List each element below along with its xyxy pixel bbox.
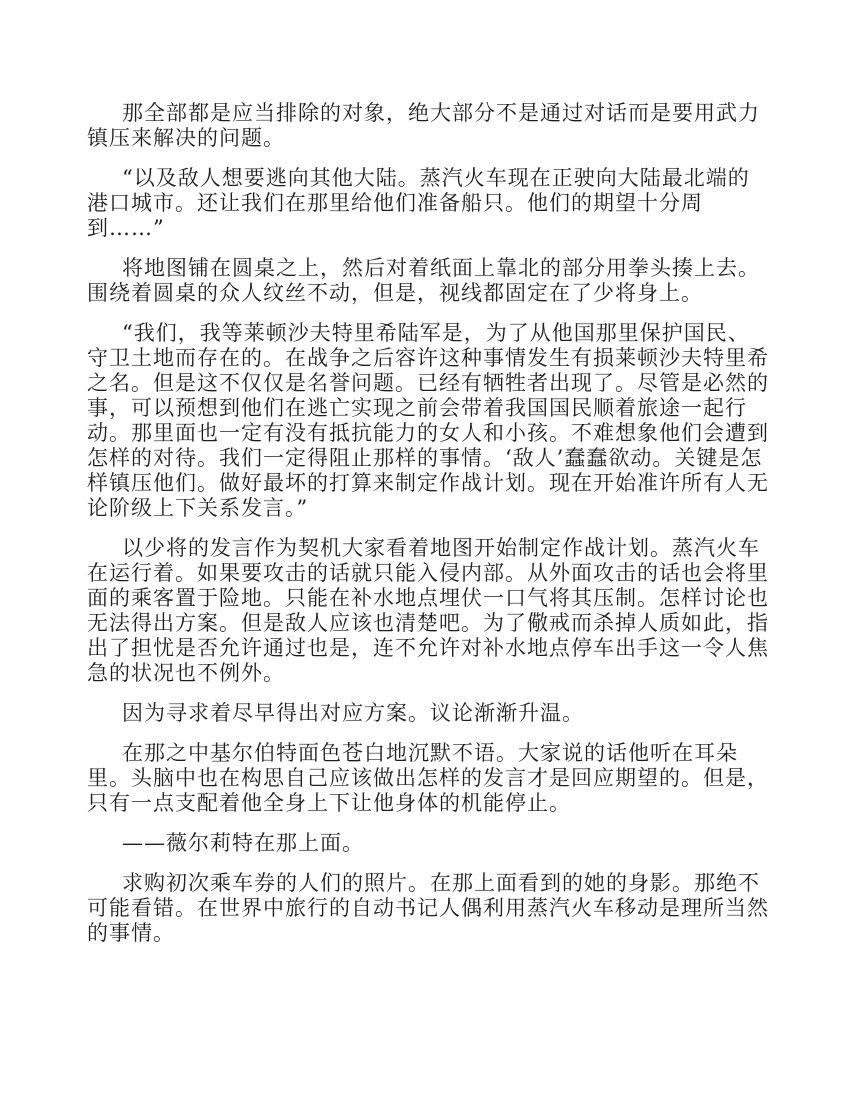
text-line: 因为寻求着尽早得出对应方案。议论渐渐升温。 [122, 701, 584, 725]
paragraph [87, 256, 787, 306]
text-line: 围绕着圆桌的众人纹丝不动，但是，视线都固定在了少将身上。 [87, 281, 703, 305]
text-line: 事，可以预想到他们在逃亡实现之前会带着我国国民顺着旅途一起行 [87, 396, 747, 420]
text-line: 样镇压他们。做好最坏的打算来制定作战计划。现在开始准许所有人无 [87, 471, 769, 495]
text-line: “以及敌人想要逃向其他大陆。蒸汽火车现在正驶向大陆最北端的 [122, 166, 750, 190]
text-line: 只有一点支配着他全身上下让他身体的机能停止。 [87, 791, 571, 815]
text-line: 之名。但是这不仅仅是名誉问题。已经有牺牲者出现了。尽管是必然的 [87, 371, 769, 395]
paragraph [87, 741, 787, 816]
paragraph [87, 536, 787, 686]
text-line: 里。头脑中也在构思自己应该做出怎样的发言才是回应期望的。但是， [87, 766, 769, 790]
text-line: 急的状况也不例外。 [87, 661, 285, 685]
text-line: 镇压来解决的问题。 [87, 126, 285, 150]
text-line: 可能看错。在世界中旅行的自动书记人偶利用蒸汽火车移动是理所当然 [87, 896, 769, 920]
paragraph [87, 701, 787, 726]
text-line: 在那之中基尔伯特面色苍白地沉默不语。大家说的话他听在耳朵 [122, 741, 738, 765]
text-line: “我们，我等莱顿沙夫特里希陆军是，为了从他国那里保护国民、 [122, 321, 750, 345]
text-line: 出了担忧是否允许通过也是，连不允许对补水地点停车出手这一令人焦 [87, 636, 769, 660]
text-block [87, 101, 787, 946]
text-line: 求购初次乘车券的人们的照片。在那上面看到的她的身影。那绝不 [122, 871, 760, 895]
paragraph [87, 831, 787, 856]
text-line: 将地图铺在圆桌之上，然后对着纸面上靠北的部分用拳头揍上去。 [122, 256, 760, 280]
text-line: 怎样的对待。我们一定得阻止那样的事情。‘敌人’蠢蠢欲动。关键是怎 [87, 446, 763, 470]
paragraph [87, 101, 787, 151]
text-line: 在运行着。如果要攻击的话就只能入侵内部。从外面攻击的话也会将里 [87, 561, 769, 585]
text-line: 守卫土地而存在的。在战争之后容许这种事情发生有损莱顿沙夫特里希 [87, 346, 769, 370]
paragraph [87, 321, 787, 521]
text-line: 无法得出方案。但是敌人应该也清楚吧。为了儆戒而杀掉人质如此，指 [87, 611, 769, 635]
text-line: 论阶级上下关系发言。” [87, 496, 309, 520]
paragraph [87, 166, 787, 241]
text-line: 到……” [87, 216, 165, 240]
text-line: 动。那里面也一定有没有抵抗能力的女人和小孩。不难想象他们会遭到 [87, 421, 769, 445]
text-line: ——薇尔莉特在那上面。 [122, 831, 364, 855]
text-line: 港口城市。还让我们在那里给他们准备船只。他们的期望十分周 [87, 191, 703, 215]
text-line: 的事情。 [87, 921, 175, 945]
text-line: 那全部都是应当排除的对象，绝大部分不是通过对话而是要用武力 [122, 101, 760, 125]
text-line: 以少将的发言作为契机大家看着地图开始制定作战计划。蒸汽火车 [122, 536, 760, 560]
text-line: 面的乘客置于险地。只能在补水地点埋伏一口气将其压制。怎样讨论也 [87, 586, 769, 610]
paragraph [87, 871, 787, 946]
